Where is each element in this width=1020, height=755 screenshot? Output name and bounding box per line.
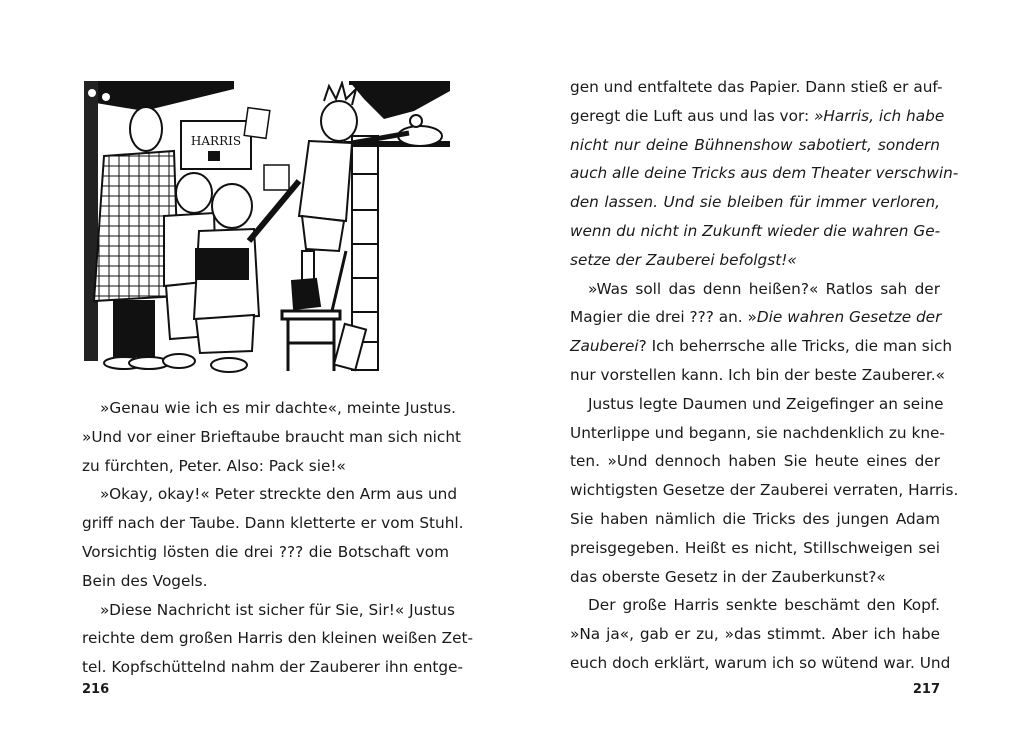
left-page-text xyxy=(82,394,474,682)
text-line: Bein des Vogels. xyxy=(82,571,208,590)
text-line xyxy=(570,419,945,448)
text-line xyxy=(570,188,940,217)
text-line: tel. Kopfschüttelnd nahm der Zauberer ihn entge- xyxy=(82,658,464,677)
text-segment: gen und entfaltete das Papier. Dann stieß er auf- xyxy=(570,78,943,96)
page-number-right: 217 xyxy=(912,682,940,697)
text-line: griff nach der Taube. Dann kletterte er vom Stuhl. xyxy=(82,514,464,533)
text-line xyxy=(570,447,940,476)
text-line xyxy=(570,476,959,505)
right-page-text xyxy=(570,73,959,678)
text-line xyxy=(570,591,940,620)
text-segment: geregt die Luft aus und las vor: xyxy=(570,106,814,125)
text-segment: wichtigsten Gesetze der Zauberei verraten, Harris. xyxy=(570,481,959,500)
text-segment: Unterlippe und begann, sie nachdenklich zu kne- xyxy=(570,423,945,442)
page-number-left: 216 xyxy=(82,682,110,697)
text-segment: ? Ich beherrsche alle Tricks, die man sich xyxy=(638,337,953,356)
italic-text: setze der Zauberei befolgst!« xyxy=(570,250,797,269)
text-segment: Sie haben nämlich die Tricks des jungen Adam xyxy=(570,509,940,528)
illustration xyxy=(84,81,450,374)
comic-illustration-image xyxy=(84,81,450,374)
text-segment: Magier die drei ??? an. » xyxy=(570,308,757,327)
text-segment: Der große Harris senkte beschämt den Kopf. xyxy=(588,596,940,615)
text-line: zu fürchten, Peter. Also: Pack sie!« xyxy=(82,456,346,475)
text-segment: das oberste Gesetz in der Zauberkunst?« xyxy=(570,567,886,586)
text-line xyxy=(570,102,945,131)
text-line xyxy=(570,303,940,332)
text-line: Vorsichtig lösten die drei ??? die Botschaft vom xyxy=(82,542,449,561)
text-line xyxy=(570,246,940,275)
text-segment: euch doch erklärt, warum ich so wütend war. Und xyxy=(570,653,951,672)
italic-text: wenn du nicht in Zukunft wieder die wahren Ge- xyxy=(570,221,941,240)
italic-text: den lassen. Und sie bleiben für immer verloren, xyxy=(570,193,940,212)
text-line xyxy=(570,159,959,188)
italic-text: »Harris, ich habe xyxy=(813,106,945,125)
italic-text: Zauberei xyxy=(570,337,639,356)
text-line: »Genau wie ich es mir dachte«, meinte Justus. xyxy=(100,399,456,417)
text-line xyxy=(570,275,940,304)
italic-text: Die wahren Gesetze der xyxy=(756,308,942,327)
text-segment: »Was soll das denn heißen?« Ratlos sah der xyxy=(588,279,940,298)
italic-text: nicht nur deine Bühnenshow sabotiert, sondern xyxy=(570,135,940,154)
text-line: reichte dem großen Harris den kleinen weißen Zet- xyxy=(82,629,474,648)
poster-text: HARRIS xyxy=(190,134,242,148)
italic-text: auch alle deine Tricks aus dem Theater verschwin- xyxy=(570,164,959,183)
text-line xyxy=(570,73,943,102)
text-segment: preisgegeben. Heißt es nicht, Stillschweigen sei xyxy=(570,538,940,557)
text-line xyxy=(570,390,944,419)
text-segment: nur vorstellen kann. Ich bin der beste Zauberer.« xyxy=(570,365,945,384)
text-segment: »Na ja«, gab er zu, »das stimmt. Aber ich habe xyxy=(570,625,940,644)
text-line xyxy=(570,649,951,678)
right-page xyxy=(510,0,1020,755)
text-line xyxy=(570,505,940,534)
text-segment: Justus legte Daumen und Zeigefinger an seine xyxy=(588,394,944,413)
text-line xyxy=(570,332,953,361)
text-line: »Diese Nachricht ist sicher für Sie, Sir!« Justus xyxy=(100,600,455,619)
text-line xyxy=(570,620,940,649)
text-line xyxy=(570,131,940,160)
text-line xyxy=(570,217,940,246)
text-line xyxy=(570,563,940,592)
text-line xyxy=(570,534,940,563)
text-line: »Und vor einer Brieftaube braucht man sich nicht xyxy=(82,427,462,446)
text-line: »Okay, okay!« Peter streckte den Arm aus und xyxy=(100,485,458,504)
text-segment: ten. »Und dennoch haben Sie heute eines der xyxy=(570,452,940,471)
text-line xyxy=(570,361,945,390)
